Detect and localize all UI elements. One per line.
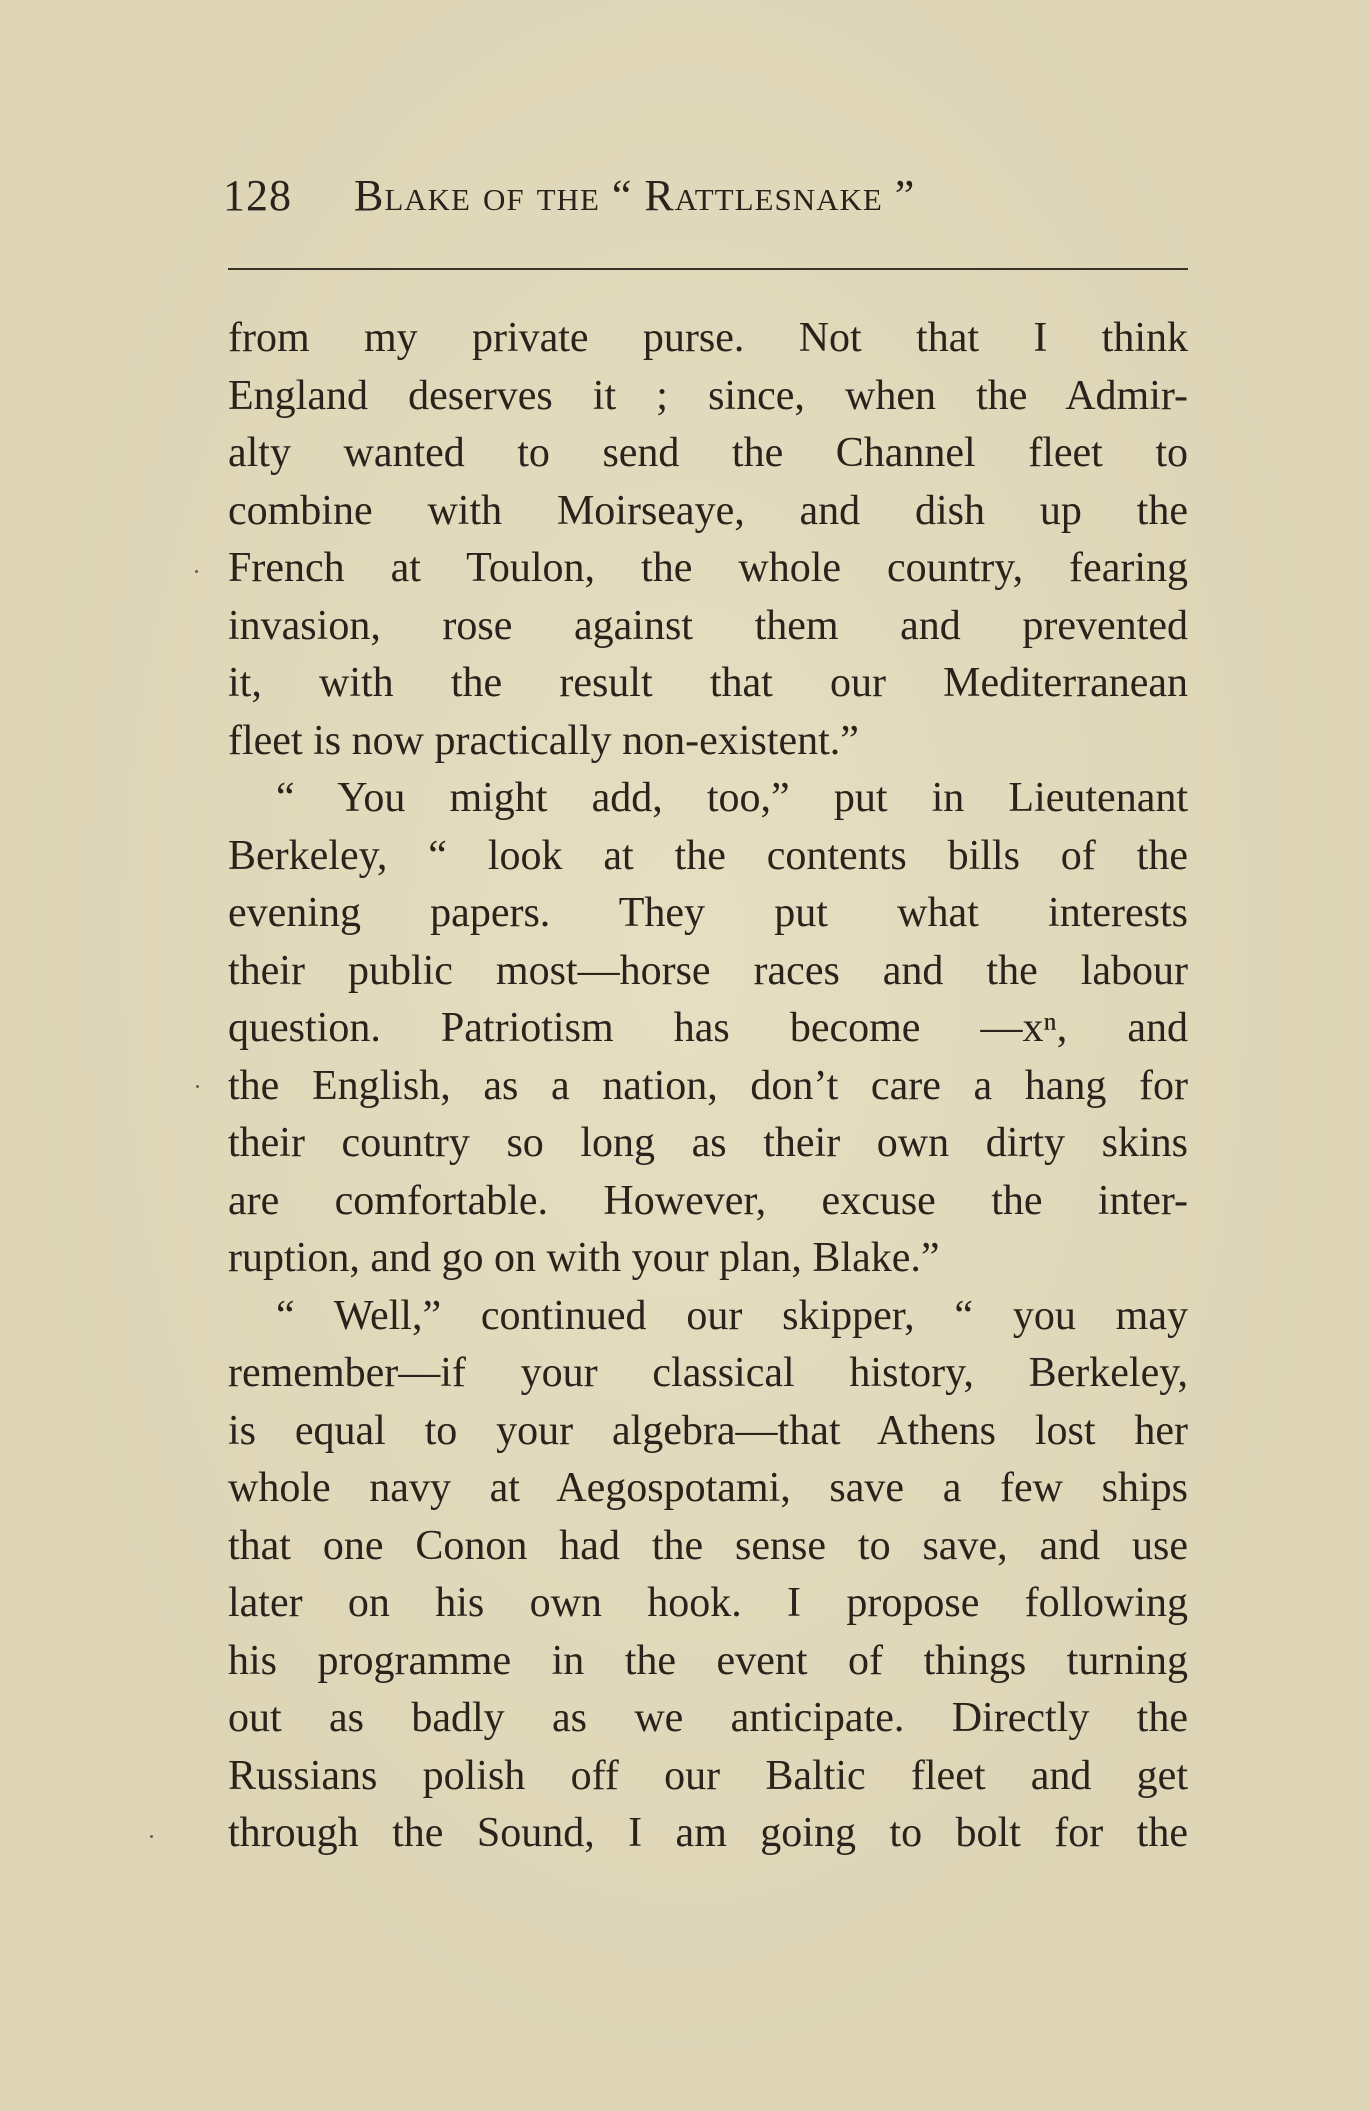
- text-line: out as badly as we anticipate. Directly the: [228, 1695, 1188, 1741]
- paper-speck: [150, 1835, 153, 1838]
- text-line: ruption, and go on with your plan, Blake.”: [228, 1235, 940, 1281]
- paper-speck: [196, 1085, 199, 1088]
- page-header: [223, 170, 1183, 230]
- text-line: is equal to your algebra—that Athens lost her: [228, 1407, 1188, 1454]
- text-line: it, with the result that our Mediterranean: [228, 660, 1188, 706]
- header-rule: [228, 268, 1188, 270]
- text-line: his programme in the event of things turning: [228, 1637, 1188, 1684]
- text-line: French at Toulon, the whole country, fearing: [228, 545, 1188, 591]
- paper-speck: [195, 570, 198, 573]
- text-line: their public most—horse races and the labour: [228, 947, 1188, 994]
- text-line: fleet is now practically non-existent.”: [228, 717, 859, 764]
- text-line: “ You might add, too,” put in Lieutenant: [276, 775, 1188, 821]
- text-line: whole navy at Aegospotami, save a few ships: [228, 1465, 1188, 1511]
- text-line: evening papers. They put what interests: [228, 890, 1188, 936]
- body-text: [228, 310, 1188, 1863]
- text-line: remember—if your classical history, Berkeley,: [228, 1350, 1188, 1396]
- text-line: Berkeley, “ look at the contents bills of the: [228, 832, 1188, 879]
- text-line: from my private purse. Not that I think: [228, 315, 1188, 361]
- text-line: that one Conon had the sense to save, and use: [228, 1522, 1188, 1569]
- text-line: invasion, rose against them and prevented: [228, 602, 1188, 649]
- text-line: are comfortable. However, excuse the inter-: [228, 1177, 1188, 1224]
- text-line: the English, as a nation, don’t care a hang for: [228, 1062, 1188, 1109]
- running-title: Blake of the “ Rattlesnake ”: [354, 171, 916, 220]
- text-line: question. Patriotism has become —xⁿ, and: [228, 1005, 1188, 1051]
- text-line: “ Well,” continued our skipper, “ you may: [276, 1292, 1188, 1339]
- text-line: their country so long as their own dirty skins: [228, 1120, 1188, 1166]
- text-line: Russians polish off our Baltic fleet and get: [228, 1752, 1188, 1799]
- text-line: through the Sound, I am going to bolt for the: [228, 1810, 1188, 1856]
- page-number: 128: [223, 171, 292, 220]
- text-line: combine with Moirseaye, and dish up the: [228, 487, 1188, 534]
- text-line: alty wanted to send the Channel fleet to: [228, 430, 1188, 476]
- text-line: England deserves it ; since, when the Admir-: [228, 372, 1188, 419]
- text-line: later on his own hook. I propose following: [228, 1580, 1188, 1626]
